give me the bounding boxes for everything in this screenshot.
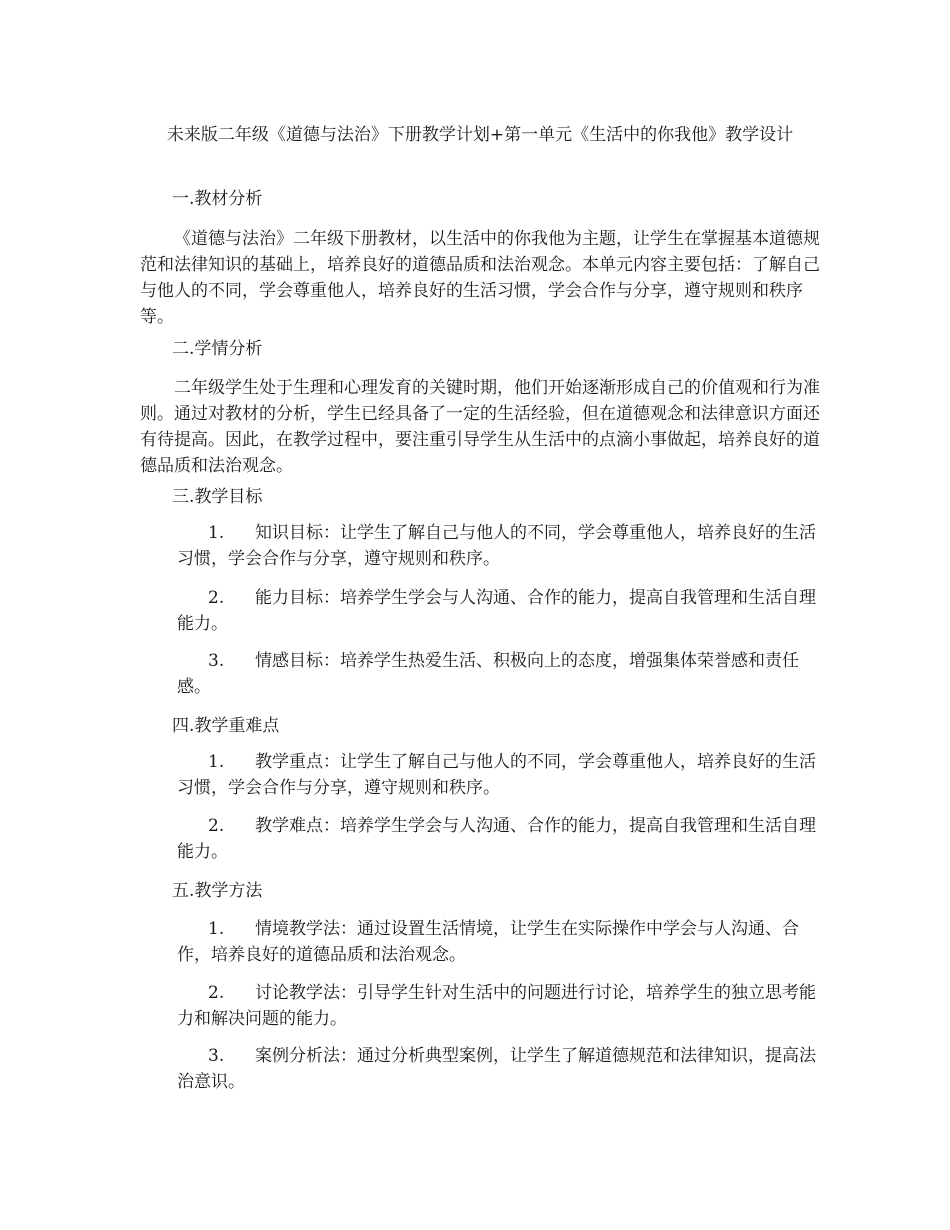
list-item-text: 案例分析法：通过分析典型案例，让学生了解道德规范和法律知识，提高法治意识。 xyxy=(177,1046,816,1092)
section-heading-textbook-analysis: 一.教材分析 xyxy=(172,189,263,209)
list-item xyxy=(177,813,822,865)
list-item-number: 2. xyxy=(208,983,225,1003)
section-heading-learner-analysis: 二.学情分析 xyxy=(172,339,263,359)
list-item xyxy=(177,749,822,801)
list-item xyxy=(177,1043,822,1095)
list-item-number: 3. xyxy=(208,1046,225,1066)
list-item-number: 1. xyxy=(208,919,225,939)
paragraph-learner-analysis: 二年级学生处于生理和心理发育的关键时期，他们开始逐渐形成自己的价值观和行为准则。通过对教材的分析，学生已经具备了一定的生活经验，但在道德观念和法律意识方面还有待提高。因此，在教学过程中，要注重引导学生从生活中的点滴小事做起，培养良好的道德品质和法治观念。 xyxy=(140,378,820,476)
list-item-text: 教学重点：让学生了解自己与他人的不同，学会尊重他人，培养良好的生活习惯，学会合作与分享，遵守规则和秩序。 xyxy=(177,752,816,798)
list-item-text: 情感目标：培养学生热爱生活、积极向上的态度，增强集体荣誉感和责任感。 xyxy=(177,651,799,697)
list-item xyxy=(177,980,822,1032)
list-item xyxy=(177,520,822,572)
list-item-number: 2. xyxy=(208,816,225,836)
list-item-number: 3. xyxy=(208,651,225,671)
list-item-text: 知识目标：让学生了解自己与他人的不同，学会尊重他人，培养良好的生活习惯，学会合作与分享，遵守规则和秩序。 xyxy=(177,523,816,569)
list-item-number: 1. xyxy=(208,752,225,772)
list-item-number: 2. xyxy=(208,588,225,608)
section-heading-key-difficult-points: 四.教学重难点 xyxy=(172,716,280,736)
list-item xyxy=(177,648,822,700)
document-title: 未来版二年级《道德与法治》下册教学计划+第一单元《生活中的你我他》教学设计 xyxy=(166,125,794,145)
paragraph-textbook-analysis: 《道德与法治》二年级下册教材，以生活中的你我他为主题，让学生在掌握基本道德规范和法律知识的基础上，培养良好的道德品质和法治观念。本单元内容主要包括：了解自己与他人的不同，学会尊重他人，培养良好的生活习惯，学会合作与分享，遵守规则和秩序等。 xyxy=(140,229,820,327)
list-item-text: 教学难点：培养学生学会与人沟通、合作的能力，提高自我管理和生活自理能力。 xyxy=(177,816,816,862)
list-item-text: 能力目标：培养学生学会与人沟通、合作的能力，提高自我管理和生活自理能力。 xyxy=(177,588,816,634)
section-heading-teaching-methods: 五.教学方法 xyxy=(172,881,263,901)
list-item-text: 讨论教学法：引导学生针对生活中的问题进行讨论，培养学生的独立思考能力和解决问题的能力。 xyxy=(177,983,816,1029)
list-item-number: 1. xyxy=(208,523,225,543)
list-item-text: 情境教学法：通过设置生活情境，让学生在实际操作中学会与人沟通、合作，培养良好的道德品质和法治观念。 xyxy=(177,919,799,965)
list-item xyxy=(177,916,822,968)
list-item xyxy=(177,585,822,637)
section-heading-teaching-goals: 三.教学目标 xyxy=(172,487,263,507)
